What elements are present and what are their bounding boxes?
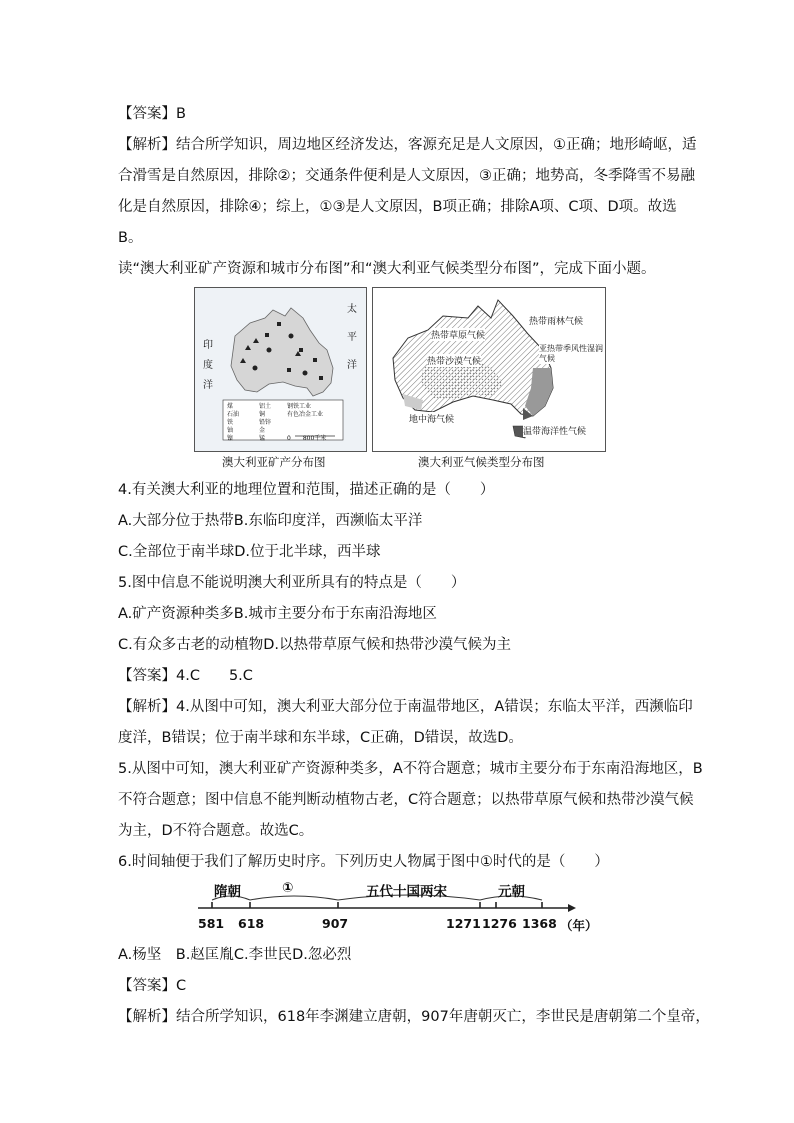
legend-item: 有色冶金工业	[287, 411, 324, 418]
text-line: 为主，D不符合题意。故选C。	[118, 823, 314, 839]
climate-label-mediterranean: 地中海气候	[409, 412, 454, 425]
legend-item: 铁	[227, 419, 234, 426]
text-line: 4.有关澳大利亚的地理位置和范围，描述正确的是（ ）	[118, 482, 495, 498]
legend-item: 铜	[259, 411, 266, 418]
text-line: 【答案】C	[118, 978, 187, 994]
ocean-label-yang-east: 洋	[347, 360, 357, 371]
text-line: 【答案】B	[118, 106, 186, 122]
year-1276: 1276	[482, 916, 517, 931]
year-618: 618	[238, 916, 265, 931]
text-line: C.全部位于南半球D.位于北半球，西半球	[118, 544, 381, 560]
year-907: 907	[322, 916, 349, 931]
text-line: 6.时间轴便于我们了解历史时序。下列历史人物属于图中①时代的是（ ）	[118, 854, 609, 870]
text-line: 不符合题意；图中信息不能判断动植物古老，C符合题意；以热带草原气候和热带沙漠气候	[118, 792, 694, 808]
legend-item: 石油	[227, 411, 240, 418]
climate-label-oceanic: 温带海洋性气候	[523, 424, 586, 437]
climate-map-caption: 澳大利亚气候类型分布图	[418, 455, 545, 469]
period-blank-1: ①	[282, 880, 294, 896]
legend-item: 铝土	[259, 403, 272, 410]
text-line: 【解析】结合所学知识，周边地区经济发达，客源充足是人文原因，①正确；地形崎岖，适	[118, 137, 697, 153]
year-1271: 1271	[446, 916, 481, 931]
mineral-legend	[227, 403, 339, 443]
text-line: 化是自然原因，排除④；综上，①③是人文原因，B项正确；排除A项、C项、D项。故选	[118, 199, 677, 215]
climate-label-savanna: 热带草原气候	[431, 328, 485, 341]
text-line: 读“澳大利亚矿产资源和城市分布图”和“澳大利亚气候类型分布图”，完成下面小题。	[118, 261, 656, 277]
text-line: C.有众多古老的动植物D.以热带草原气候和热带沙漠气候为主	[118, 637, 512, 653]
ocean-label-du: 度	[203, 360, 213, 371]
map-scale: 0 800千米	[287, 435, 327, 442]
climate-label-rainforest: 热带雨林气候	[529, 314, 583, 327]
text-line: 合滑雪是自然原因，排除②；交通条件便利是人文原因，③正确；地势高，冬季降雪不易融	[118, 168, 695, 184]
ocean-label-yin: 印	[203, 340, 213, 351]
ocean-label-tai: 太	[347, 304, 357, 315]
mineral-map-caption: 澳大利亚矿产分布图	[222, 455, 326, 469]
climate-map-figure	[372, 287, 606, 452]
legend-item: 锰	[259, 435, 266, 442]
year-1368: 1368	[522, 916, 557, 931]
year-unit: （年）	[560, 918, 598, 933]
text-line: A.矿产资源种类多B.城市主要分布于东南沿海地区	[118, 606, 437, 622]
ocean-label-ping: 平	[347, 332, 357, 343]
legend-item: 铀	[227, 427, 234, 434]
legend-item: 金	[259, 427, 266, 434]
text-line: 【解析】4.从图中可知，澳大利亚大部分位于南温带地区，A错误；东临太平洋，西濒临印	[118, 699, 693, 715]
climate-label-subtropical: 亚热带季风性湿润气候	[539, 344, 603, 363]
mineral-map-figure	[194, 287, 367, 452]
text-line: 5.从图中可知，澳大利亚矿产资源种类多，A不符合题意；城市主要分布于东南沿海地区，B	[118, 761, 703, 777]
ocean-label-yang-west: 洋	[203, 380, 213, 391]
text-line: A.杨坚 B.赵匡胤C.李世民D.忽必烈	[118, 947, 352, 963]
legend-item: 铅锌	[259, 419, 272, 426]
legend-item: 钢铁工业	[287, 403, 312, 410]
text-line: A.大部分位于热带B.东临印度洋，西濒临太平洋	[118, 513, 423, 529]
climate-label-desert: 热带沙漠气候	[427, 354, 481, 367]
text-line: 度洋，B错误；位于南半球和东半球，C正确，D错误，故选D。	[118, 730, 523, 746]
text-line: 【答案】4.C 5.C	[118, 668, 253, 684]
period-five-dynasties-song: 五代十国两宋	[366, 884, 447, 900]
text-line: B。	[118, 230, 143, 246]
text-line: 【解析】结合所学知识，618年李渊建立唐朝，907年唐朝灭亡，李世民是唐朝第二个皇帝，	[118, 1009, 710, 1025]
period-sui: 隋朝	[214, 884, 241, 900]
text-line: 5.图中信息不能说明澳大利亚所具有的特点是（ ）	[118, 575, 466, 591]
period-yuan: 元朝	[498, 884, 525, 900]
legend-item: 镍	[227, 435, 234, 442]
legend-item: 煤	[227, 403, 234, 410]
year-581: 581	[198, 916, 225, 931]
history-timeline	[190, 878, 610, 938]
